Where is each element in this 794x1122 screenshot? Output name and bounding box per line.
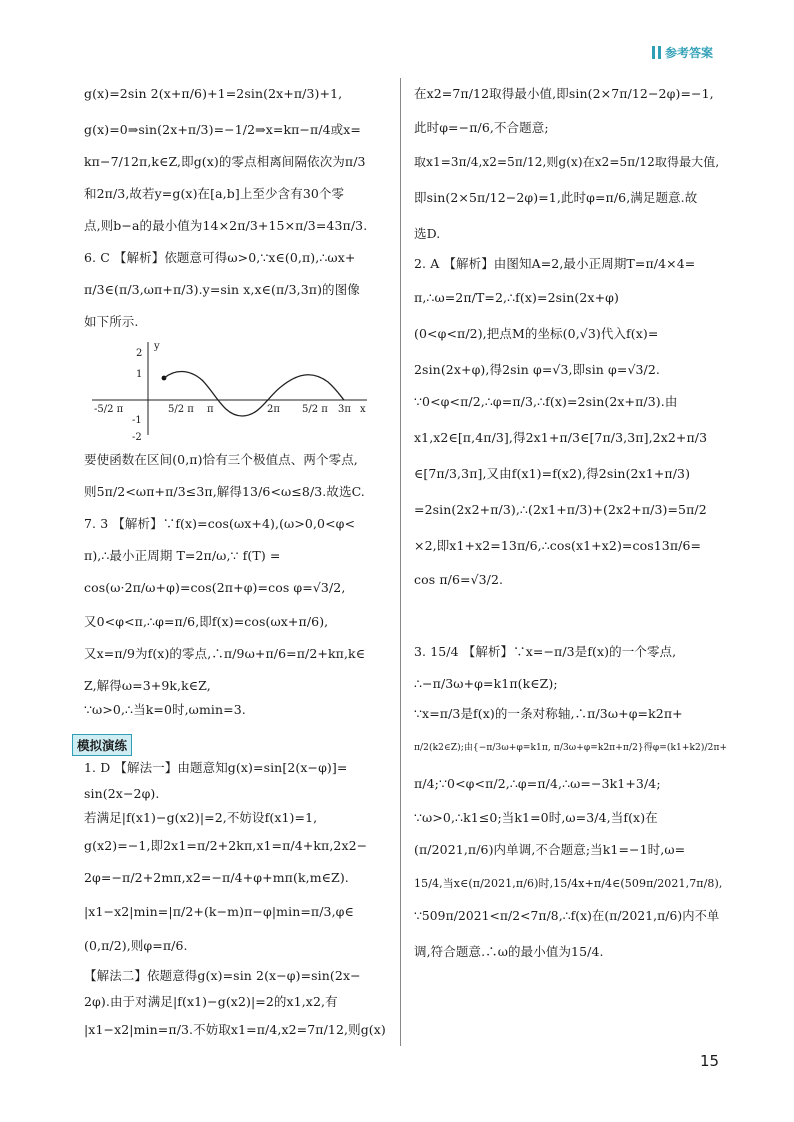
left-line: π),∴最小正周期 T=2π/ω,∵ f(T) =: [84, 548, 281, 563]
right-line: π,∴ω=2π/T=2,∴f(x)=2sin(2x+φ): [414, 290, 619, 305]
left-line: kπ−7/12π,k∈Z,即g(x)的零点相离间隔依次为π/3: [84, 154, 366, 169]
y-tick: -2: [132, 432, 142, 440]
x-tick: 3π: [338, 404, 351, 415]
left-line: 6. C 【解析】依题意可得ω>0,∵x∈(0,π),∴ωx+: [84, 250, 356, 265]
left-line: 则5π/2<ωπ+π/3≤3π,解得13/6<ω≤8/3.故选C.: [84, 484, 365, 499]
y-tick: -1: [132, 415, 142, 426]
y-tick: 1: [136, 369, 143, 380]
left-line: 2φ=−π/2+2mπ,x2=−π/4+φ+mπ(k,m∈Z).: [84, 870, 349, 885]
left-line: 1. D 【解法一】由题意知g(x)=sin[2(x−φ)]=: [84, 760, 348, 775]
sine-graph: [92, 340, 372, 440]
right-line: π/2(k2∈Z);由{−π/3ω+φ=k1π, π/3ω+φ=k2π+π/2}得φ=(k1+k2)/2π+: [414, 743, 728, 753]
right-line: 取x1=3π/4,x2=5π/12,则g(x)在x2=5π/12取得最大值,: [414, 155, 720, 169]
left-line: 如下所示.: [84, 314, 139, 329]
right-line: cos π/6=√3/2.: [414, 572, 504, 587]
left-line: 又x=π/9为f(x)的零点,∴π/9ω+π/6=π/2+kπ,k∈: [84, 646, 366, 661]
left-line: 若满足|f(x1)−g(x2)|=2,不妨设f(x1)=1,: [84, 810, 318, 825]
right-line: (0<φ<π/2),把点M的坐标(0,√3)代入f(x)=: [414, 326, 659, 341]
right-line: 在x2=7π/12取得最小值,即sin(2×7π/12−2φ)=−1,: [414, 86, 714, 101]
header-bars-icon: [652, 46, 661, 59]
x-tick: 5/2 π: [168, 404, 194, 415]
left-line: g(x)=2sin 2(x+π/6)+1=2sin(2x+π/3)+1,: [84, 86, 343, 101]
left-line: |x1−x2|min=|π/2+(k−m)π−φ|min=π/3,φ∈: [84, 904, 354, 919]
right-line: ∴−π/3ω+φ=k1π(k∈Z);: [414, 676, 558, 691]
left-line: cos(ω·2π/ω+φ)=cos(2π+φ)=cos φ=√3/2,: [84, 580, 346, 595]
right-line: ∵509π/2021<π/2<7π/8,∴f(x)在(π/2021,π/6)内不单: [414, 909, 720, 923]
right-line: 即sin(2×5π/12−2φ)=1,此时φ=π/6,满足题意.故: [414, 190, 698, 205]
left-line: 又0<φ<π,∴φ=π/6,即f(x)=cos(ωx+π/6),: [84, 614, 329, 629]
page-header: [652, 44, 713, 61]
left-line: (0,π/2),则φ=π/6.: [84, 938, 188, 953]
right-line: ∈[7π/3,3π],又由f(x1)=f(x2),得2sin(2x1+π/3): [414, 466, 691, 481]
right-line: 2sin(2x+φ),得2sin φ=√3,即sin φ=√3/2.: [414, 362, 660, 377]
right-line: 选D.: [414, 226, 441, 241]
left-line: 【解法二】依题意得g(x)=sin 2(x−φ)=sin(2x−: [84, 968, 361, 983]
right-line: (π/2021,π/6)内单调,不合题意;当k1=−1时,ω=: [414, 842, 686, 857]
right-line: 此时φ=−π/6,不合题意;: [414, 120, 549, 135]
left-line: |x1−x2|min=π/3.不妨取x1=π/4,x2=7π/12,则g(x): [84, 1022, 386, 1037]
x-tick: π: [207, 404, 214, 415]
x-tick: -5/2 π: [94, 404, 124, 415]
left-line: ∵ω>0,∴当k=0时,ωmin=3.: [84, 702, 246, 717]
y-axis-label: y: [154, 341, 160, 352]
left-line: 点,则b−a的最小值为14×2π/3+15×π/3=43π/3.: [84, 218, 368, 233]
page-number: 15: [700, 1052, 720, 1070]
right-line: ∵0<φ<π/2,∴φ=π/3,∴f(x)=2sin(2x+π/3).由: [414, 394, 678, 409]
left-line: Z,解得ω=3+9k,k∈Z,: [84, 678, 211, 693]
left-line: g(x2)=−1,即2x1=π/2+2kπ,x1=π/4+kπ,2x2−: [84, 838, 368, 853]
right-line: 2. A 【解析】由图知A=2,最小正周期T=π/4×4=: [414, 256, 696, 271]
right-line: π/4;∵0<φ<π/2,∴φ=π/4,∴ω=−3k1+3/4;: [414, 776, 661, 791]
x-tick: 5/2 π: [302, 404, 328, 415]
left-line: 和2π/3,故若y=g(x)在[a,b]上至少含有30个零: [84, 186, 345, 201]
right-line: ∵x=π/3是f(x)的一条对称轴,∴π/3ω+φ=k2π+: [414, 706, 683, 721]
right-line: =2sin(2x2+π/3),∴(2x1+π/3)+(2x2+π/3)=5π/2: [414, 502, 707, 517]
column-divider: [400, 78, 401, 1046]
right-line: ∵ω>0,∴k1≤0;当k1=0时,ω=3/4,当f(x)在: [414, 810, 658, 825]
left-line: sin(2x−2φ).: [84, 786, 160, 801]
right-line: x1,x2∈[π,4π/3],得2x1+π/3∈[7π/3,3π],2x2+π/3: [414, 430, 708, 445]
right-line: 调,符合题意.∴ω的最小值为15/4.: [414, 944, 604, 959]
right-line: ×2,即x1+x2=13π/6,∴cos(x1+x2)=cos13π/6=: [414, 538, 702, 553]
header-label: 参考答案: [665, 46, 714, 60]
left-line: 7. 3 【解析】∵f(x)=cos(ωx+4),(ω>0,0<φ<: [84, 516, 356, 531]
y-tick: 2: [136, 348, 143, 359]
right-line: 3. 15/4 【解析】∵x=−π/3是f(x)的一个零点,: [414, 644, 677, 659]
left-line: g(x)=0⇒sin(2x+π/3)=−1/2⇒x=kπ−π/4或x=: [84, 122, 362, 137]
left-line: 要使函数在区间(0,π)恰有三个极值点、两个零点,: [84, 452, 358, 467]
x-axis-label: x: [360, 404, 366, 415]
left-line: π/3∈(π/3,ωπ+π/3).y=sin x,x∈(π/3,3π)的图像: [84, 282, 360, 297]
right-line: 15/4,当x∈(π/2021,π/6)时,15/4x+π/4∈(509π/2021,7π/8),: [414, 877, 723, 890]
x-tick: 2π: [267, 404, 280, 415]
left-line: 2φ).由于对满足|f(x1)−g(x2)|=2的x1,x2,有: [84, 994, 338, 1009]
section-label: 模拟演练: [72, 734, 132, 756]
